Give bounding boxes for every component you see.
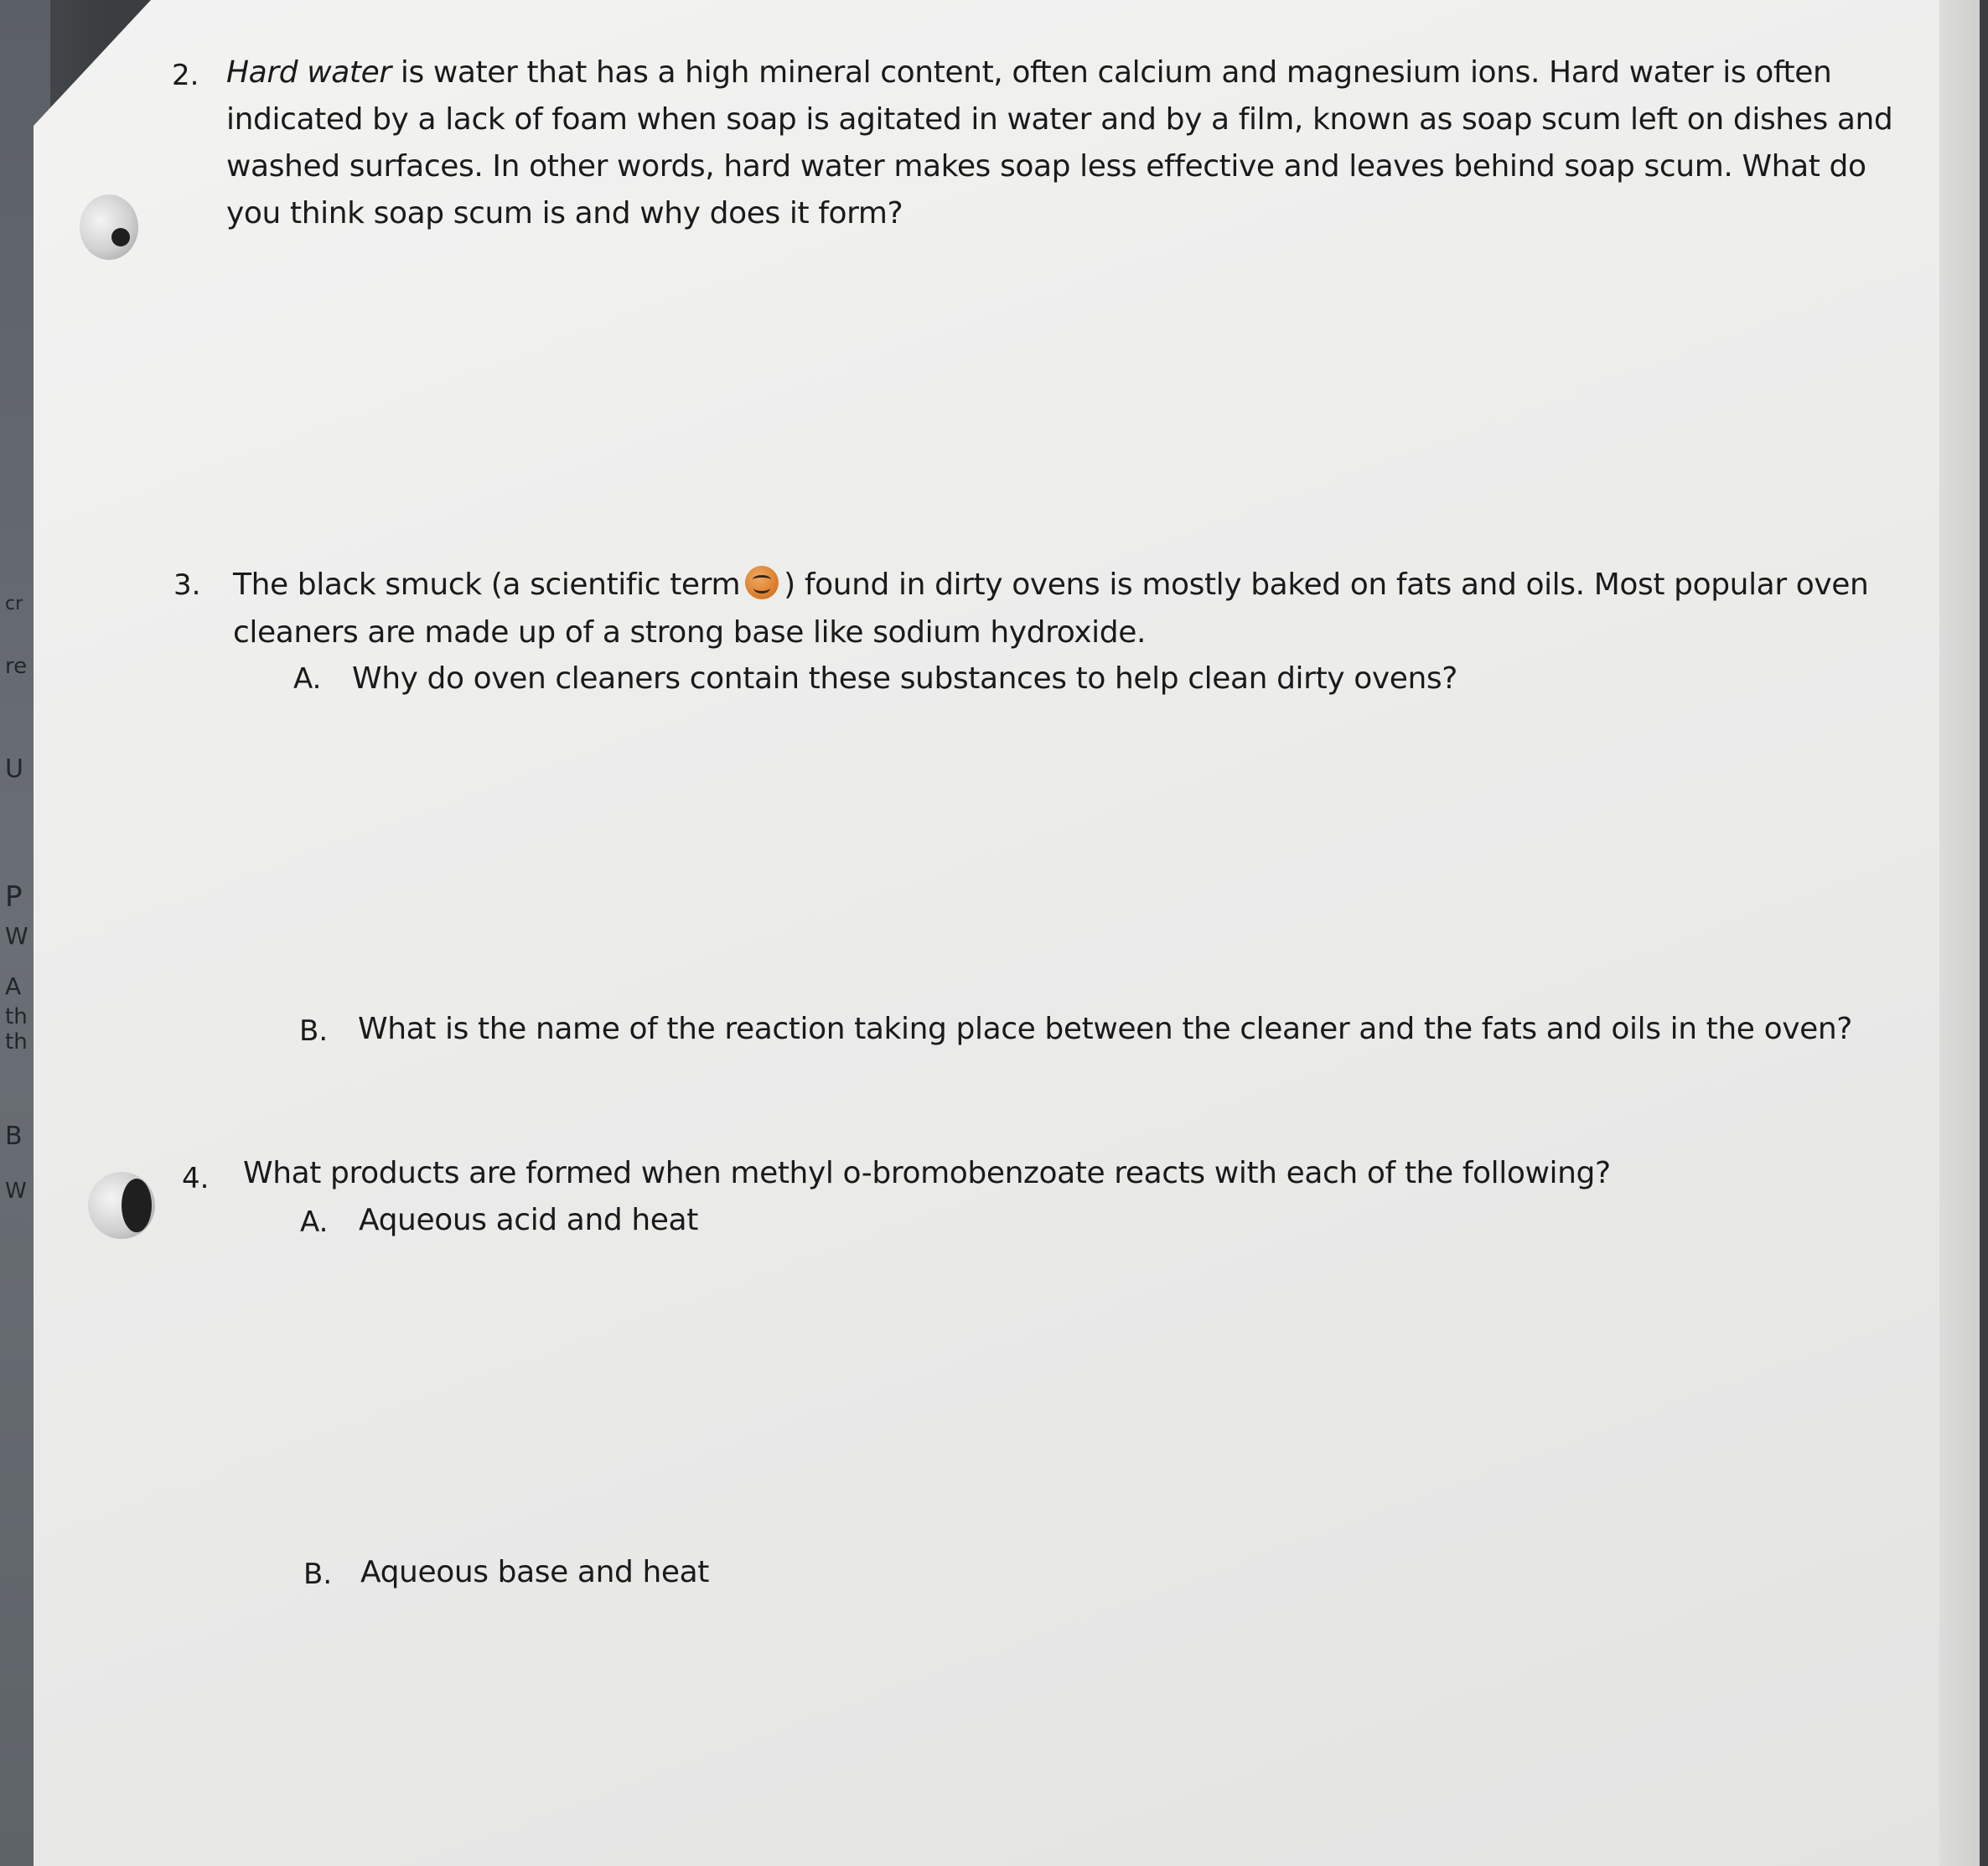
subquestion-label: A. <box>293 662 322 696</box>
under-text-fragment: U <box>5 754 23 784</box>
question-2-line: you think soap scum is and why does it form? <box>226 196 903 231</box>
subquestion-label: B. <box>299 1014 329 1048</box>
question-4-text: What products are formed when methyl o-bromobenzoate reacts with each of the following? <box>243 1156 1611 1190</box>
subquestion-label: A. <box>300 1205 329 1239</box>
under-text-fragment: th <box>5 1029 28 1055</box>
question-number: 2. <box>172 59 199 92</box>
question-2-line: indicated by a lack of foam when soap is agitated in water and by a film, known as soap scum left on dishes and <box>226 102 1893 137</box>
under-text-fragment: W <box>5 1179 27 1204</box>
question-3-line: cleaners are made up of a strong base like sodium hydroxide. <box>233 615 1147 650</box>
smiling-face-icon <box>745 566 779 599</box>
question-4a-text: Aqueous acid and heat <box>359 1203 698 1237</box>
question-3-line: The black smuck (a scientific term ) found in dirty ovens is mostly baked on fats and oils. Most popular oven <box>233 568 1869 602</box>
under-text-fragment: cr <box>5 593 23 614</box>
under-text-fragment: B <box>5 1122 23 1151</box>
under-text-fragment: th <box>5 1004 28 1029</box>
question-3a-text: Why do oven cleaners contain these substances to help clean dirty ovens? <box>352 661 1457 696</box>
question-4b-text: Aqueous base and heat <box>360 1555 710 1589</box>
question-number: 3. <box>173 568 201 602</box>
subquestion-label: B. <box>303 1558 333 1591</box>
under-text-fragment: P <box>5 880 23 914</box>
under-text-fragment: A <box>5 972 22 1000</box>
under-text-fragment: W <box>5 922 28 950</box>
question-3b-text: What is the name of the reaction taking place between the cleaner and the fats and oils in the oven? <box>358 1012 1852 1046</box>
question-2-line: washed surfaces. In other words, hard water makes soap less effective and leaves behind soap scum. What do <box>226 149 1866 184</box>
question-number: 4. <box>182 1162 210 1195</box>
under-text-fragment: re <box>5 654 28 679</box>
question-2-line: Hard water is water that has a high mineral content, often calcium and magnesium ions. Hard water is often <box>226 55 1832 90</box>
key-term: Hard water <box>226 55 391 90</box>
